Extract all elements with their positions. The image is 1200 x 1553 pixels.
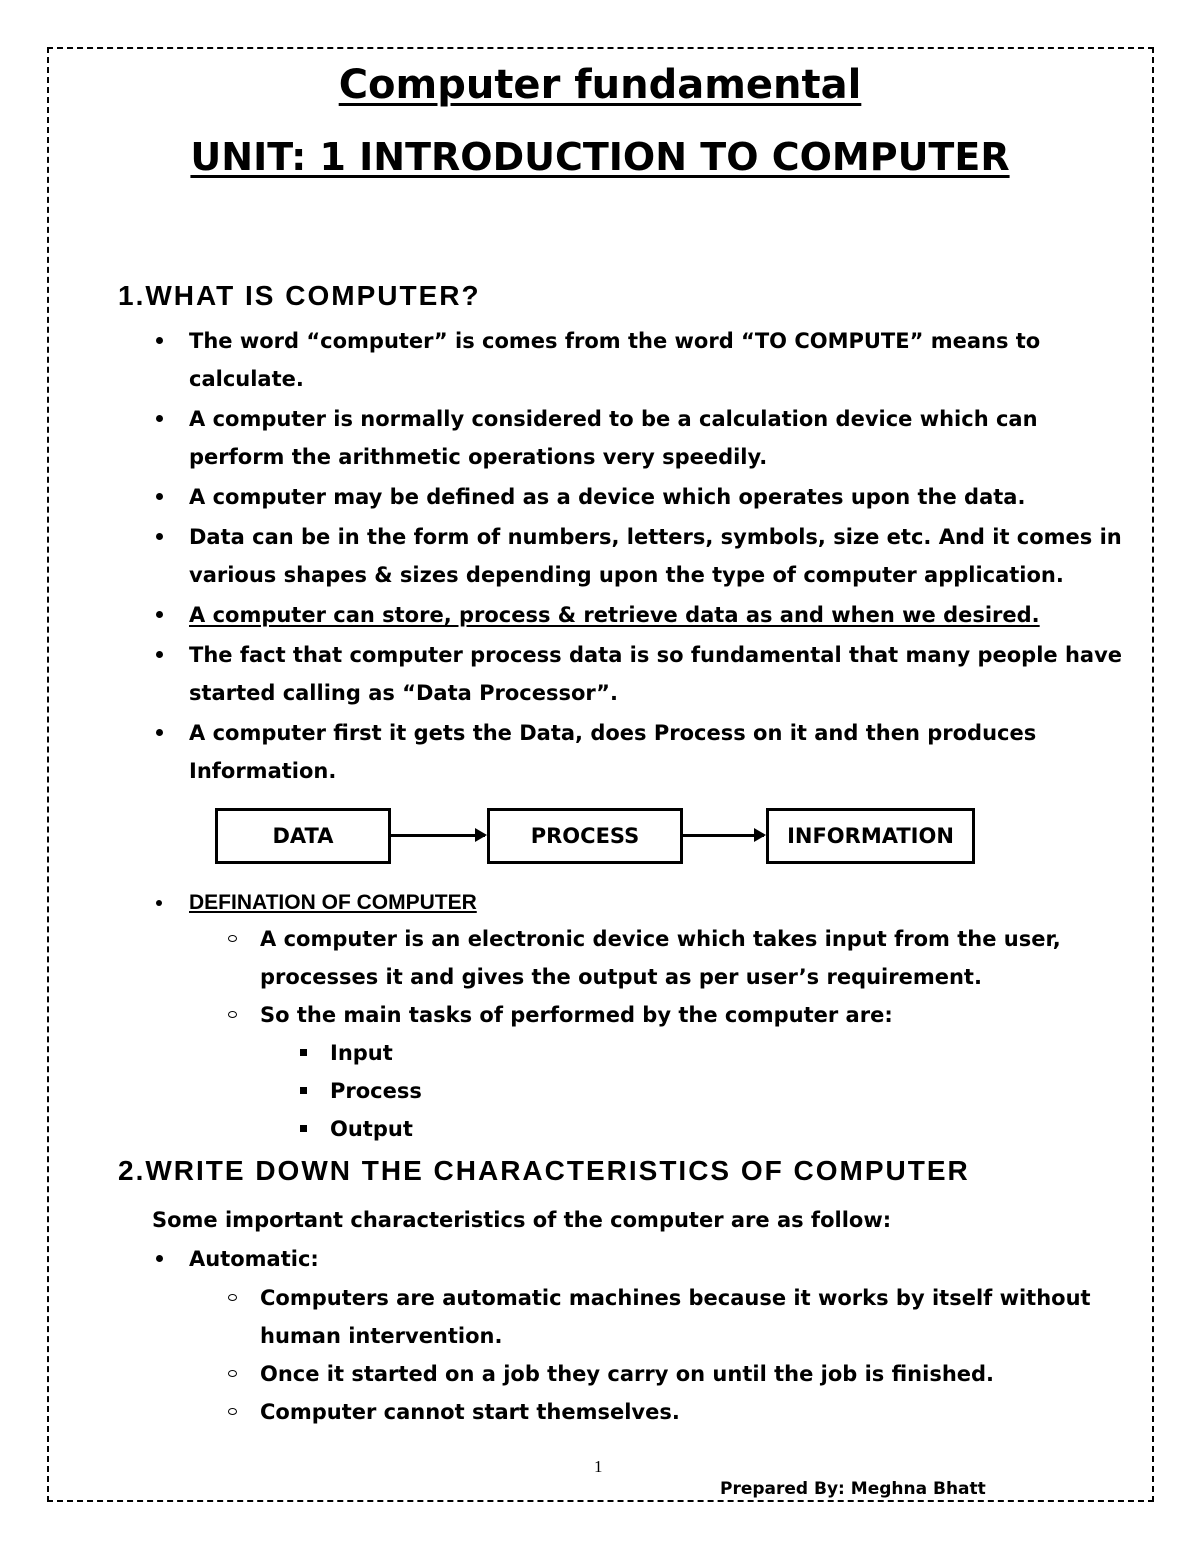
list-item-text: A computer is normally considered to be a calculation device which can perform the arithmetic operations very speedily.: [189, 407, 1038, 469]
square-bullet-icon: [300, 1125, 307, 1132]
bullet-dot-icon: [156, 900, 162, 906]
page-number: 1: [594, 1457, 603, 1476]
bullet-dot-icon: [156, 1255, 163, 1262]
list-item: [298, 1034, 698, 1072]
section-2-bullet-list: [150, 1240, 1130, 1278]
list-item-text: Input: [330, 1041, 393, 1065]
flow-box-information: INFORMATION: [766, 808, 975, 864]
list-item: [150, 1240, 1130, 1278]
list-item: [226, 920, 1126, 996]
list-item-text: Once it started on a job they carry on until the job is finished.: [260, 1362, 995, 1386]
bullet-dot-icon: [156, 611, 163, 618]
section-1-heading: 1.WHAT IS COMPUTER?: [118, 280, 481, 311]
list-item-text: A computer is an electronic device which takes input from the user, processes it and gives the output as per user’s requirement.: [260, 927, 1061, 989]
list-item: [150, 596, 1130, 634]
list-item: [226, 1279, 1126, 1355]
square-bullet-icon: [300, 1049, 307, 1056]
unit-title: UNIT: 1 INTRODUCTION TO COMPUTER: [190, 135, 1010, 179]
list-item-text: The fact that computer process data is so fundamental that many people have started calling as “Data Processor”.: [189, 643, 1123, 705]
list-item: [226, 1355, 1126, 1393]
list-item: [226, 1393, 1126, 1431]
circle-bullet-icon: [228, 1294, 237, 1301]
definition-sub-list: [226, 920, 1126, 1034]
definition-block: [150, 886, 1130, 920]
list-item-text: A computer first it gets the Data, does Process on it and then produces Information.: [189, 721, 1037, 783]
list-item-text: Computer cannot start themselves.: [260, 1400, 680, 1424]
definition-heading-text: DEFINATION OF COMPUTER: [189, 891, 477, 914]
list-item-text: A computer can store, process & retrieve data as and when we desired.: [189, 603, 1040, 627]
arrow-right-icon: [391, 834, 485, 837]
list-item: [150, 518, 1130, 594]
list-item: [150, 322, 1130, 398]
list-item-text: So the main tasks of performed by the computer are:: [260, 1003, 893, 1027]
flow-box-data: DATA: [215, 808, 391, 864]
flow-box-process: PROCESS: [487, 808, 683, 864]
section-2-intro: Some important characteristics of the computer are as follow:: [152, 1208, 892, 1232]
list-item-text: Output: [330, 1117, 413, 1141]
prepared-by: Prepared By: Meghna Bhatt: [720, 1479, 986, 1499]
bullet-dot-icon: [156, 651, 163, 658]
bullet-dot-icon: [156, 493, 163, 500]
list-item-text: A computer may be defined as a device which operates upon the data.: [189, 485, 1026, 509]
list-item: [298, 1110, 698, 1148]
list-item: [150, 478, 1130, 516]
circle-bullet-icon: [228, 1011, 237, 1018]
bullet-dot-icon: [156, 729, 163, 736]
automatic-sub-list: [226, 1279, 1126, 1431]
list-item: [150, 400, 1130, 476]
square-bullet-icon: [300, 1087, 307, 1094]
list-item-text: Computers are automatic machines because it works by itself without human intervention.: [260, 1286, 1091, 1348]
circle-bullet-icon: [228, 1370, 237, 1377]
bullet-dot-icon: [156, 533, 163, 540]
data-process-flow-diagram: [215, 808, 975, 864]
circle-bullet-icon: [228, 935, 237, 942]
list-item-text: Process: [330, 1079, 422, 1103]
list-item: [150, 714, 1130, 790]
list-item: [226, 996, 1126, 1034]
list-item-text: The word “computer” is comes from the word “TO COMPUTE” means to calculate.: [189, 329, 1041, 391]
list-item-text: Automatic:: [189, 1247, 319, 1271]
list-item: [298, 1072, 698, 1110]
bullet-dot-icon: [156, 415, 163, 422]
bullet-dot-icon: [156, 337, 163, 344]
main-tasks-list: [298, 1034, 698, 1148]
list-item: [150, 636, 1130, 712]
circle-bullet-icon: [228, 1408, 237, 1415]
list-item-text: Data can be in the form of numbers, letters, symbols, size etc. And it comes in various shapes & sizes depending upon the type of computer application.: [189, 525, 1122, 587]
section-1-bullet-list: [150, 322, 1130, 790]
document-title: Computer fundamental: [338, 62, 862, 108]
section-2-heading: 2.WRITE DOWN THE CHARACTERISTICS OF COMPUTER: [118, 1155, 970, 1186]
definition-heading: [150, 886, 1130, 920]
arrow-right-icon: [683, 834, 764, 837]
